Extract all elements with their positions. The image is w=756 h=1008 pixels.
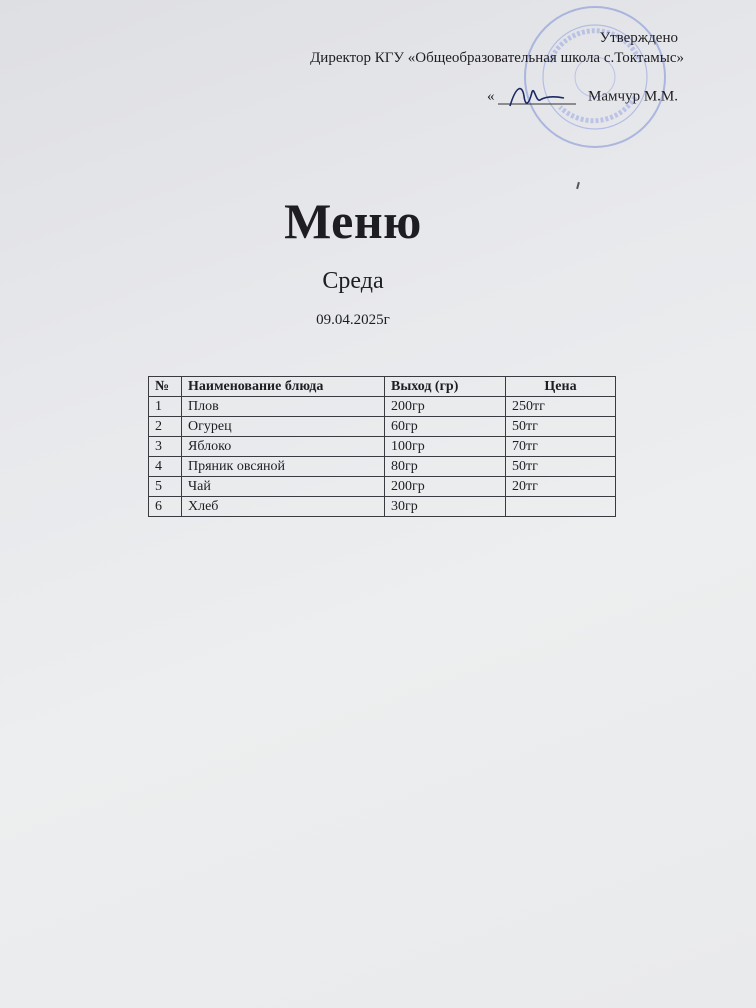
signature-row — [310, 82, 678, 112]
cell-number: 3 — [149, 437, 182, 457]
header-number: № — [149, 377, 182, 397]
table-header-row — [149, 377, 616, 397]
table-row — [149, 417, 616, 437]
cell-number: 1 — [149, 397, 182, 417]
menu-table — [148, 376, 616, 517]
cell-portion: 100гр — [385, 437, 506, 457]
cell-price: 50тг — [506, 457, 616, 477]
table-row — [149, 497, 616, 517]
table-row — [149, 437, 616, 457]
menu-date: 09.04.2025г — [316, 312, 390, 328]
cell-price: 70тг — [506, 437, 616, 457]
cell-price — [506, 497, 616, 517]
cell-price: 250тг — [506, 397, 616, 417]
cell-dish: Плов — [182, 397, 385, 417]
director-name: Мамчур М.М. — [588, 88, 678, 105]
cell-number: 6 — [149, 497, 182, 517]
cell-number: 4 — [149, 457, 182, 477]
day-of-week: Среда — [322, 268, 384, 294]
cell-number: 5 — [149, 477, 182, 497]
cell-price: 50тг — [506, 417, 616, 437]
approved-label: Утверждено — [599, 30, 678, 46]
pen-mark — [576, 182, 580, 189]
cell-dish: Хлеб — [182, 497, 385, 517]
header-portion: Выход (гр) — [385, 377, 506, 397]
signature-icon — [498, 82, 578, 112]
cell-price: 20тг — [506, 477, 616, 497]
cell-dish: Чай — [182, 477, 385, 497]
cell-number: 2 — [149, 417, 182, 437]
cell-portion: 200гр — [385, 397, 506, 417]
header-price: Цена — [506, 377, 616, 397]
table-row — [149, 397, 616, 417]
table-row — [149, 477, 616, 497]
approval-block — [310, 28, 684, 112]
table-row — [149, 457, 616, 477]
cell-portion: 80гр — [385, 457, 506, 477]
cell-dish: Яблоко — [182, 437, 385, 457]
page-title: Меню — [284, 193, 422, 249]
header-dish-name: Наименование блюда — [182, 377, 385, 397]
cell-dish: Пряник овсяной — [182, 457, 385, 477]
quote-mark: « — [487, 88, 495, 105]
cell-dish: Огурец — [182, 417, 385, 437]
director-position: Директор КГУ «Общеобразовательная школа с.Токтамыс» — [310, 50, 684, 66]
cell-portion: 30гр — [385, 497, 506, 517]
cell-portion: 60гр — [385, 417, 506, 437]
cell-portion: 200гр — [385, 477, 506, 497]
